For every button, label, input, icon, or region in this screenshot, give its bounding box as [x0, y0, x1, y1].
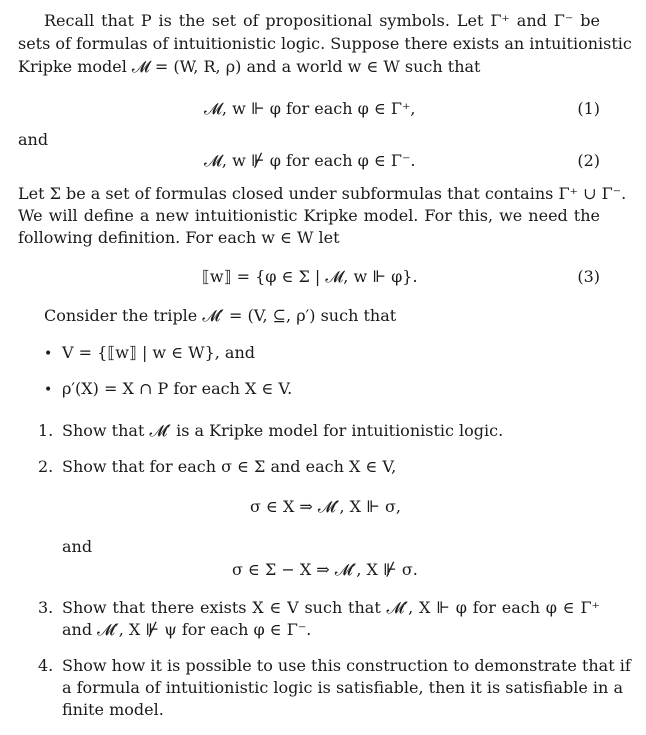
consider-line: Consider the triple 𝓜′ = (V, ⊆, ρ′) such that — [44, 306, 397, 325]
bullet-marker-1: • — [44, 346, 53, 362]
item-3-line-2: and 𝓜′, X ⊮ ψ for each φ ∈ Γ⁻. — [62, 620, 312, 639]
item-2-text: Show that for each σ ∈ Σ and each X ∈ V, — [62, 457, 397, 476]
item-2-number: 2. — [38, 457, 54, 476]
equation-2: 𝓜, w ⊮ φ for each φ ∈ Γ⁻. — [204, 151, 416, 170]
item-4-line-1: Show how it is possible to use this construction to demonstrate that if — [62, 656, 631, 675]
item-3-line-1: Show that there exists X ∈ V such that 𝓜′, X ⊩ φ for each φ ∈ Γ⁺ — [62, 598, 600, 617]
item-1-number: 1. — [38, 421, 54, 440]
para2-line-3: following definition. For each w ∈ W let — [18, 228, 340, 247]
item-2-formula-1: σ ∈ X ⇒ 𝓜′, X ⊩ σ, — [250, 497, 401, 516]
item-2-and: and — [62, 537, 93, 556]
equation-1: 𝓜, w ⊩ φ for each φ ∈ Γ⁺, — [204, 99, 416, 118]
intro-line-2: sets of formulas of intuitionistic logic. Suppose there exists an intuitionistic — [18, 34, 632, 53]
bullet-item-2: ρ′(X) = X ∩ P for each X ∈ V. — [62, 379, 293, 398]
intro-line-1: Recall that P is the set of propositional symbols. Let Γ⁺ and Γ⁻ be — [44, 11, 600, 30]
bullet-item-1: V = {⟦w⟧ | w ∈ W}, and — [62, 343, 256, 362]
intro-line-3: Kripke model 𝓜 = (W, R, ρ) and a world w ∈ W such that — [18, 57, 481, 76]
equation-1-number: (1) — [577, 99, 600, 118]
item-2-formula-2: σ ∈ Σ − X ⇒ 𝓜′, X ⊮ σ. — [232, 560, 418, 579]
item-3-number: 3. — [38, 598, 54, 617]
equation-2-number: (2) — [577, 151, 600, 170]
item-4-line-3: finite model. — [62, 700, 164, 719]
para2-line-2: We will define a new intuitionistic Kripke model. For this, we need the — [18, 206, 600, 225]
para2-line-1: Let Σ be a set of formulas closed under subformulas that contains Γ⁺ ∪ Γ⁻. — [18, 184, 627, 203]
equation-3-number: (3) — [577, 267, 600, 286]
item-4-number: 4. — [38, 656, 54, 675]
and-connector-1: and — [18, 130, 49, 149]
equation-3: ⟦w⟧ = {φ ∈ Σ | 𝓜, w ⊩ φ}. — [202, 267, 418, 286]
bullet-marker-2: • — [44, 382, 53, 398]
item-4-line-2: a formula of intuitionistic logic is satisfiable, then it is satisfiable in a — [62, 678, 623, 697]
item-1-text: Show that 𝓜′ is a Kripke model for intuitionistic logic. — [62, 421, 504, 440]
